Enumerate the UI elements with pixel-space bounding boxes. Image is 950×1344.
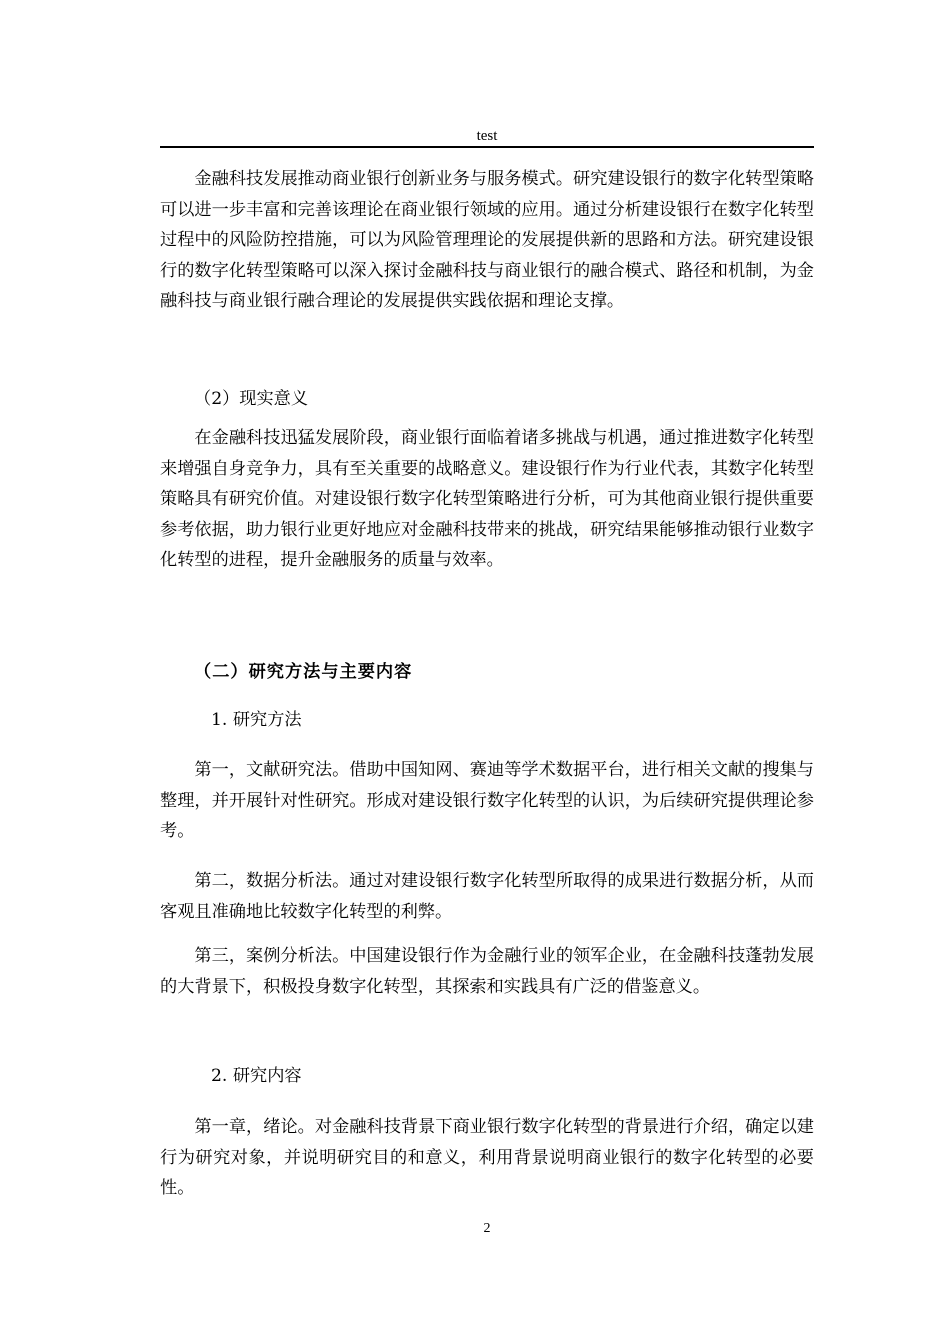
- header-rule: [160, 146, 814, 148]
- research-method-heading: 1. 研究方法: [211, 710, 302, 730]
- method-data-analysis-paragraph: 第二，数据分析法。通过对建设银行数字化转型所取得的成果进行数据分析，从而客观且准确地比较数字化转型的利弊。: [160, 871, 814, 922]
- research-content-heading: 2. 研究内容: [211, 1066, 302, 1086]
- section-heading: （二）研究方法与主要内容: [194, 662, 413, 682]
- method-case-study-paragraph: 第三，案例分析法。中国建设银行作为金融行业的领军企业，在金融科技蓬勃发展的大背景下，积极投身数字化转型，其探索和实践具有广泛的借鉴意义。: [160, 946, 814, 997]
- practical-significance-heading: （2）现实意义: [194, 389, 309, 409]
- practical-significance-paragraph: 在金融科技迅猛发展阶段，商业银行面临着诸多挑战与机遇，通过推进数字化转型来增强自身竞争力，具有至关重要的战略意义。建设银行作为行业代表，其数字化转型策略具有研究价值。对建设银行数字化转型策略进行分析，可为其他商业银行提供重要参考依据，助力银行业更好地应对金融科技带来的挑战，研究结果能够推动银行业数字化转型的进程，提升金融服务的质量与效率。: [160, 428, 814, 570]
- chapter-one-paragraph: 第一章，绪论。对金融科技背景下商业银行数字化转型的背景进行介绍，确定以建行为研究对象，并说明研究目的和意义，利用背景说明商业银行的数字化转型的必要性。: [160, 1117, 814, 1198]
- page-number: 2: [483, 1221, 491, 1236]
- method-literature-paragraph: 第一，文献研究法。借助中国知网、赛迪等学术数据平台，进行相关文献的搜集与整理，并开展针对性研究。形成对建设银行数字化转型的认识，为后续研究提供理论参考。: [160, 760, 814, 841]
- theory-significance-paragraph: 金融科技发展推动商业银行创新业务与服务模式。研究建设银行的数字化转型策略可以进一步丰富和完善该理论在商业银行领域的应用。通过分析建设银行在数字化转型过程中的风险防控措施，可以为风险管理理论的发展提供新的思路和方法。研究建设银行的数字化转型策略可以深入探讨金融科技与商业银行的融合模式、路径和机制，为金融科技与商业银行融合理论的发展提供实践依据和理论支撑。: [160, 169, 814, 311]
- header-title: test: [476, 128, 498, 144]
